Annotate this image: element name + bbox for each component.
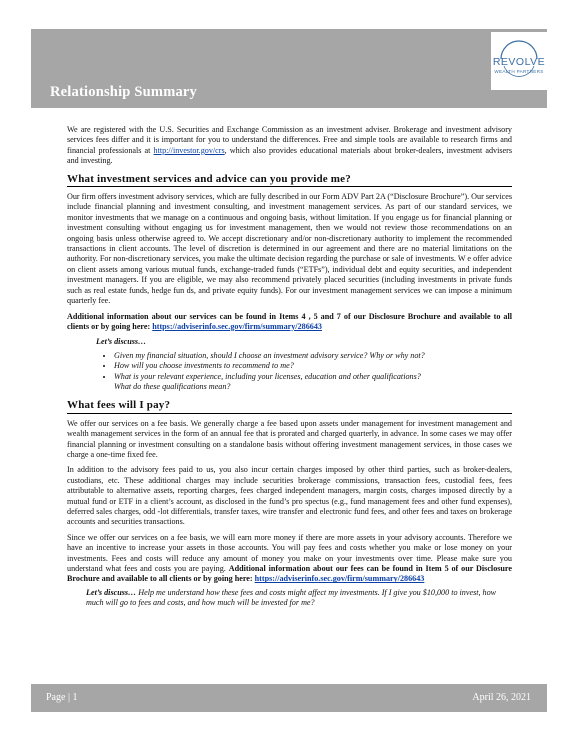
fees-discuss — [86, 588, 512, 609]
fees-p3-text: Since we offer our services on a fee basis, we will earn more money if there are more assets in your advisory accounts. Therefore we have an incentive to increase your assets in those accounts. You will pay fees and costs whether you make or lose money on your investments. Fees and costs will reduce any amount of money you make on your investments over time. Please make sure you understand what fees and costs you are paying. — [67, 532, 512, 574]
document-date: April 26, 2021 — [472, 692, 531, 703]
logo-word: REVOLVE — [492, 56, 546, 68]
revolve-logo — [491, 32, 547, 90]
page-header — [31, 29, 547, 108]
question-item: • Given my financial situation, should I choose an investment advisory service? Why or why not? — [114, 351, 512, 361]
intro-text: We are registered with the U.S. Securities and Exchange Commission as an investment adviser. Brokerage and investment advisory services fees differ and it is important for you to understand the differences. Free and simple tools are available to research firms and financial professionals at — [67, 125, 512, 155]
page-number: Page | 1 — [46, 692, 78, 703]
adviserinfo-link-services[interactable]: https://adviserinfo.sec.gov/firm/summary/286643 — [152, 321, 322, 331]
fees-paragraph-2: In addition to the advisory fees paid to us, you also incur certain charges imposed by other third parties, such as broker-dealers, custodians, etc. These additional charges may include securities brokerage commissions, transaction fees, custodial fees, fees attributable to alternative assets, reporting charges, fees charged independent managers, margin costs, charges imposed directly by a mutual fund or ETF in a client’s account, as disclosed in the fund’s pro spectus (e.g., fund management fees and other fund expenses), deferred sales charges, odd -lot differentials, transfer taxes, wire transfer and electronic fund fees, and other fees and taxes on brokerage accounts and securities transactions. — [67, 465, 512, 527]
question-item: • What is your relevant experience, including your licenses, education and other qualifications? — [114, 372, 512, 382]
question-item: • How will you choose investments to recommend to me? — [114, 361, 512, 371]
fees-discuss-text: Help me understand how these fees and costs might affect my investments. If I give you $10,000 to invest, how much will go to fees and costs, and how much will be invested for me? — [86, 587, 497, 608]
discuss-label-fees: Let’s discuss… — [86, 587, 137, 597]
page-footer — [31, 684, 547, 712]
logo-subtitle: WEALTH PARTNERS — [494, 69, 544, 74]
section-title-fees: What fees will I pay? — [67, 400, 512, 413]
question-continuation: What do these qualifications mean? — [114, 381, 231, 391]
discuss-label-services: Let’s discuss… — [96, 337, 147, 347]
fees-paragraph-1: We offer our services on a fee basis. We generally charge a fee based upon assets under management for investment management and wealth management services in the form of an annual fee that is prorated and charged quarterly, in advance. In some cases we may offer financial planning or investment consulting on a standalone basis without offering investment management services, in those cases we charge a one-time fixed fee. — [67, 418, 512, 459]
section-title-services: What investment services and advice can you provide me? — [67, 174, 512, 187]
services-additional-text: Additional information about our services can be found in Items 4 , 5 and 7 of our Disclosure Brochure and available to all clients or by going here: — [67, 311, 512, 331]
page-title: Relationship Summary — [50, 84, 198, 100]
fees-additional-info: Additional information about our fees can be found in Item 5 of our Disclosure Brochure and available to all clients or by going here: — [67, 564, 512, 584]
adviserinfo-link-fees[interactable]: https://adviserinfo.sec.gov/firm/summary/286643 — [254, 574, 425, 584]
discussion-questions — [67, 351, 512, 382]
services-paragraph: Our firm offers investment advisory services, which are fully described in our Form ADV Part 2A (“Disclosure Brochure”). Our services include financial planning and investment consulting, and investment management services. As part of our standard services, we monitor investments that we manage on a continuous and ongoing basis, without limitation. If you engage us for financial planning or investment consulting without engaging us for investment management, then we would not review those recommendations on an ongoing basis unless otherwise agreed to. We accept discretionary and/or non-discretionary authority to implement the recommended transactions in client accounts. The level of discretion is determined in our agreement and there are no material limitations on the authority. For non-discretionary services, you make the ultimate decision regarding the purchase or sale of investments. W e offer advice on client assets among various mutual funds, exchange-traded funds (“ETFs”), individual debt and equity securities, and independent investment managers. If you are eligible, we may also recommend privately placed securities (including investments in private funds such as real estate funds, hedge fun ds, and private equity funds). For our investment management services we can impose a minimum quarterly fee. — [67, 192, 512, 306]
investor-gov-link[interactable]: http://investor.gov/crs — [153, 145, 225, 155]
main-content — [67, 125, 512, 609]
services-additional-info — [67, 312, 512, 333]
intro-paragraph — [67, 125, 512, 167]
intro-text-2: , which also provides educational materials about broker-dealers, investment advisers and investing. — [67, 145, 512, 166]
fees-paragraph-3 — [67, 533, 512, 585]
